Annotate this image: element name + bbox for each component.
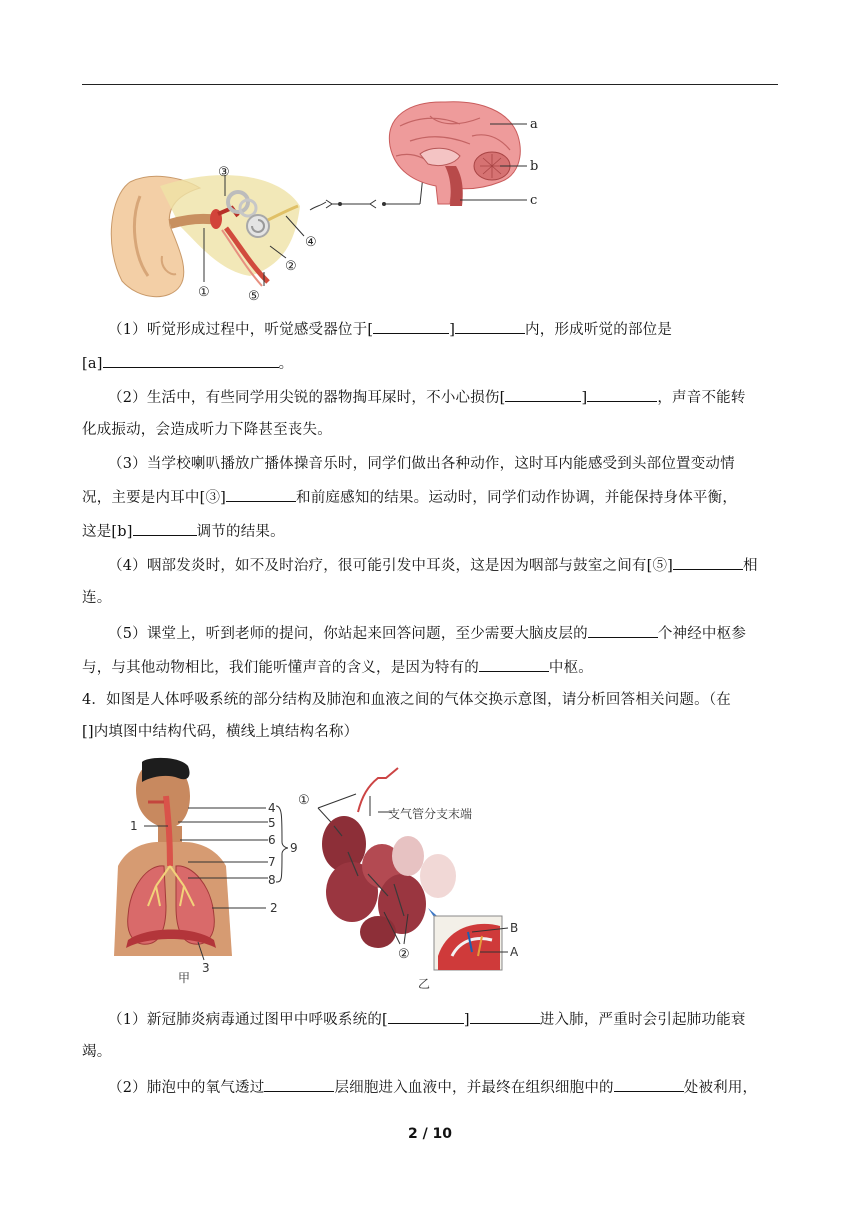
answer-blank [103,352,279,368]
brain-label-b: b [530,159,539,174]
answer-blank [388,1008,464,1024]
q3-p2-line1: （2）生活中，有些同学用尖锐的器物掏耳屎时，不小心损伤[ ] ，声音不能转 [108,386,746,408]
yi-bronchiole-text: 支气管分支末端 [388,807,473,821]
jia-label-9: 9 [290,841,298,855]
answer-blank [226,486,296,502]
ear-label-4: ④ [305,235,317,250]
yi-label-2: ② [398,947,410,962]
ear-label-3: ③ [218,165,230,180]
answer-blank [505,386,581,402]
q3-p4-line2: 连。 [82,590,112,606]
q4-stem-line2: []内填图中结构代码，横线上填结构名称） [82,724,359,740]
answer-blank [470,1008,540,1024]
header-rule [82,84,778,85]
q3-p3-line2: 况，主要是内耳中[③] 和前庭感知的结果。运动时，同学们动作协调，并能保持身体平衡， [82,486,737,508]
q3-p3-line1: （3）当学校喇叭播放广播体操音乐时，同学们做出各种动作，这时耳内能感受到头部位置变动情 [108,456,735,472]
q3-p4-line1: （4）咽部发炎时，如不及时治疗，很可能引发中耳炎，这是因为咽部与鼓室之间有[⑤] 相 [108,554,758,576]
brain-label-a: a [530,117,538,132]
q3-p5-line1: （5）课堂上，听到老师的提问，你站起来回答问题，至少需要大脑皮层的 个神经中枢参 [108,622,746,644]
jia-label-7: 7 [268,855,276,869]
answer-blank [264,1076,334,1092]
jia-label-6: 6 [268,833,276,847]
q4-p1-line2: 竭。 [82,1044,112,1060]
jia-label-8: 8 [268,873,276,887]
answer-blank [673,554,743,570]
q3-p5-line2: 与，与其他动物相比，我们能听懂声音的含义，是因为特有的 中枢。 [82,656,593,678]
page-number: 2 / 10 [407,1126,453,1142]
yi-label-a: A [510,945,519,959]
answer-blank [455,318,525,334]
q3-p1-line1: （1）听觉形成过程中，听觉感受器位于[ ] 内，形成听觉的部位是 [108,318,672,340]
q3-p1-line2: [a] 。 [82,352,293,374]
answer-blank [373,318,449,334]
jia-label-1: 1 [130,819,138,833]
q4-p1-line1: （1）新冠肺炎病毒通过图甲中呼吸系统的[ ] 进入肺，严重时会引起肺功能衰 [108,1008,746,1030]
answer-blank [587,386,657,402]
ear-label-1: ① [198,285,210,300]
q4-stem-line1: 4．如图是人体呼吸系统的部分结构及肺泡和血液之间的气体交换示意图，请分析回答相关问题。（在 [82,692,731,708]
jia-label-3: 3 [202,961,210,975]
figure-yi [298,768,519,991]
respiratory-figure [108,756,528,991]
yi-label-b: B [510,921,519,935]
q4-p2-line1: （2）肺泡中的氧气透过 层细胞进入血液中，并最终在组织细胞中的 处被利用， [108,1076,757,1098]
ear-label-5: ⑤ [248,289,260,304]
answer-blank [614,1076,684,1092]
q3-p3-line3: 这是[b] 调节的结果。 [82,520,285,542]
answer-blank [479,656,549,672]
ear-label-2: ② [285,259,297,274]
jia-caption: 甲 [178,971,191,985]
figure-jia [114,758,298,985]
jia-label-4: 4 [268,801,276,815]
ear-brain-figure [100,96,550,306]
yi-caption: 乙 [418,977,431,991]
cochlea [247,215,269,237]
answer-blank [588,622,658,638]
yi-label-1: ① [298,793,310,808]
jia-label-2: 2 [270,901,278,915]
answer-blank [133,520,197,536]
brain-label-c: c [530,193,538,208]
q3-p2-line2: 化成振动，会造成听力下降甚至丧失。 [82,422,332,438]
jia-label-5: 5 [268,816,276,830]
